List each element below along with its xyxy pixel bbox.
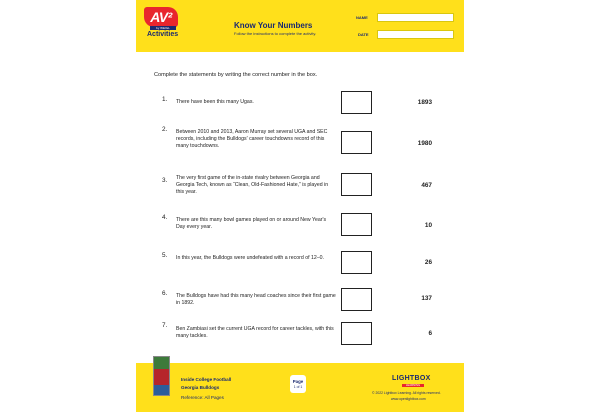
header-bar xyxy=(136,0,464,52)
answer-box[interactable] xyxy=(341,213,372,236)
lightbox-logo: LIGHTBOX xyxy=(392,375,431,382)
answer-box[interactable] xyxy=(341,322,372,345)
item-number: 2. xyxy=(162,126,168,133)
item-number: 3. xyxy=(162,177,168,184)
item-number: 5. xyxy=(162,252,168,259)
answer-box[interactable] xyxy=(341,131,372,154)
item-statement: There are this many bowl games played on or around New Year's Day every year. xyxy=(176,217,327,230)
reference-note: Reference: All Pages xyxy=(181,395,224,400)
date-field[interactable] xyxy=(377,30,454,39)
answer-box[interactable] xyxy=(341,251,372,274)
answer-box[interactable] xyxy=(341,288,372,311)
lightbox-tagline: LEARNING xyxy=(402,384,424,387)
worksheet-page xyxy=(136,0,464,412)
item-statement: The very first game of the in-state rivalry between Georgia and Georgia Tech, known as “Clean, Old-Fashioned Hate,” is played in this year. xyxy=(176,175,329,195)
name-label: NAME xyxy=(356,15,368,20)
website-link[interactable]: www.openlightbox.com xyxy=(391,397,426,401)
date-label: DATE xyxy=(358,32,369,37)
answer-value: 10 xyxy=(424,222,432,229)
answer-value: 1893 xyxy=(417,99,432,106)
page-subtitle: Follow the instructions to complete the activity. xyxy=(234,31,317,36)
book-cover-thumbnail xyxy=(153,356,170,396)
name-field[interactable] xyxy=(377,13,454,22)
activities-label: Activities xyxy=(147,31,179,38)
answer-value: 1980 xyxy=(417,140,432,147)
instructions: Complete the statements by writing the correct number in the box. xyxy=(154,72,318,78)
page-number: 1 of 1 xyxy=(293,385,303,389)
item-number: 4. xyxy=(162,214,168,221)
answer-box[interactable] xyxy=(341,91,372,114)
book-title: Georgia Bulldogs xyxy=(181,385,220,390)
item-statement: Ben Zambiasi set the current UGA record for career tackles, with this many tackles. xyxy=(176,326,334,339)
page-label: Page xyxy=(292,379,304,384)
item-statement: There have been this many Ugas. xyxy=(176,99,254,105)
page-title: Know Your Numbers xyxy=(234,21,313,30)
item-number: 7. xyxy=(162,322,168,329)
page-indicator xyxy=(290,375,306,393)
answer-value: 137 xyxy=(421,295,432,302)
av2-logo xyxy=(144,7,184,31)
answer-value: 6 xyxy=(428,330,432,337)
logo-tagline: by WEIGL xyxy=(150,26,176,30)
item-statement: In this year, the Bulldogs were undefeated with a record of 12–0. xyxy=(176,255,324,261)
item-statement: Between 2010 and 2013, Aaron Murray set several UGA and SEC records, including the Bulldogs' career touchdowns record of this many touchdowns. xyxy=(176,129,328,149)
answer-box[interactable] xyxy=(341,173,372,196)
logo-text: AV² xyxy=(144,7,178,27)
copyright-notice: © 2022 Lightbox Learning. All rights reserved. xyxy=(372,391,441,395)
item-number: 1. xyxy=(162,96,168,103)
item-statement: The Bulldogs have had this many head coaches since their first game in 1892. xyxy=(176,293,336,306)
answer-value: 467 xyxy=(421,182,432,189)
series-title: Inside College Football xyxy=(181,377,232,382)
answer-value: 26 xyxy=(424,259,432,266)
item-number: 6. xyxy=(162,290,168,297)
